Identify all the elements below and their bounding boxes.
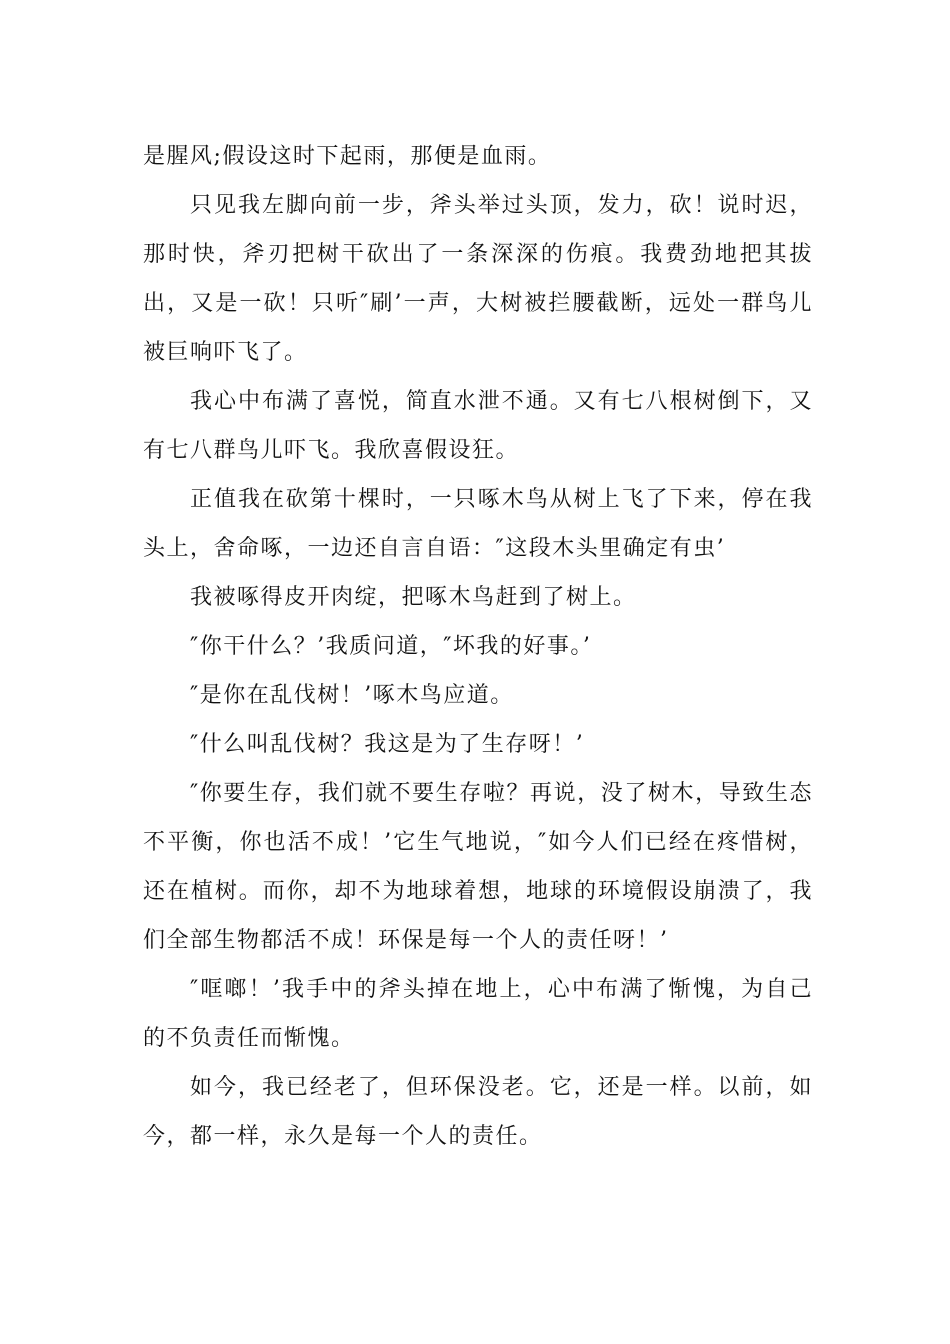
paragraph-4: 正值我在砍第十棵时，一只啄木鸟从树上飞了下来，停在我头上，舍命啄，一边还自言自语：″这段木头里确定有虫’ (143, 487, 813, 561)
paragraph-3: 我心中布满了喜悦，简直水泄不通。又有七八根树倒下，又有七八群鸟儿吓飞。我欣喜假设狂。 (143, 389, 813, 463)
paragraph-11: 如今，我已经老了，但环保没老。它，还是一样。以前，如今，都一样，永久是每一个人的责任。 (143, 1075, 813, 1149)
paragraph-8: ″什么叫乱伐树？我这是为了生存呀！’ (190, 732, 585, 757)
document-body (143, 132, 813, 1161)
paragraph-7: ″是你在乱伐树！’啄木鸟应道。 (190, 683, 514, 708)
paragraph-2: 只见我左脚向前一步，斧头举过头顶，发力，砍！说时迟，那时快，斧刃把树干砍出了一条深深的伤痕。我费劲地把其拔出，又是一砍！只听″刷’一声，大树被拦腰截断，远处一群鸟儿被巨响吓飞了。 (143, 193, 813, 365)
paragraph-9: ″你要生存，我们就不要生存啦？再说，没了树木，导致生态不平衡，你也活不成！’它生气地说，″如今人们已经在疼惜树，还在植树。而你，却不为地球着想，地球的环境假设崩溃了，我们全部生物都活不成！环保是每一个人的责任呀！’ (143, 781, 813, 953)
paragraph-10: ″哐啷！’我手中的斧头掉在地上，心中布满了惭愧，为自己的不负责任而惭愧。 (143, 977, 813, 1051)
paragraph-6: ″你干什么？’我质问道，″坏我的好事。’ (190, 634, 592, 659)
paragraph-5: 我被啄得皮开肉绽，把啄木鸟赶到了树上。 (190, 585, 637, 610)
paragraph-1: 是腥风;假设这时下起雨，那便是血雨。 (143, 144, 552, 169)
